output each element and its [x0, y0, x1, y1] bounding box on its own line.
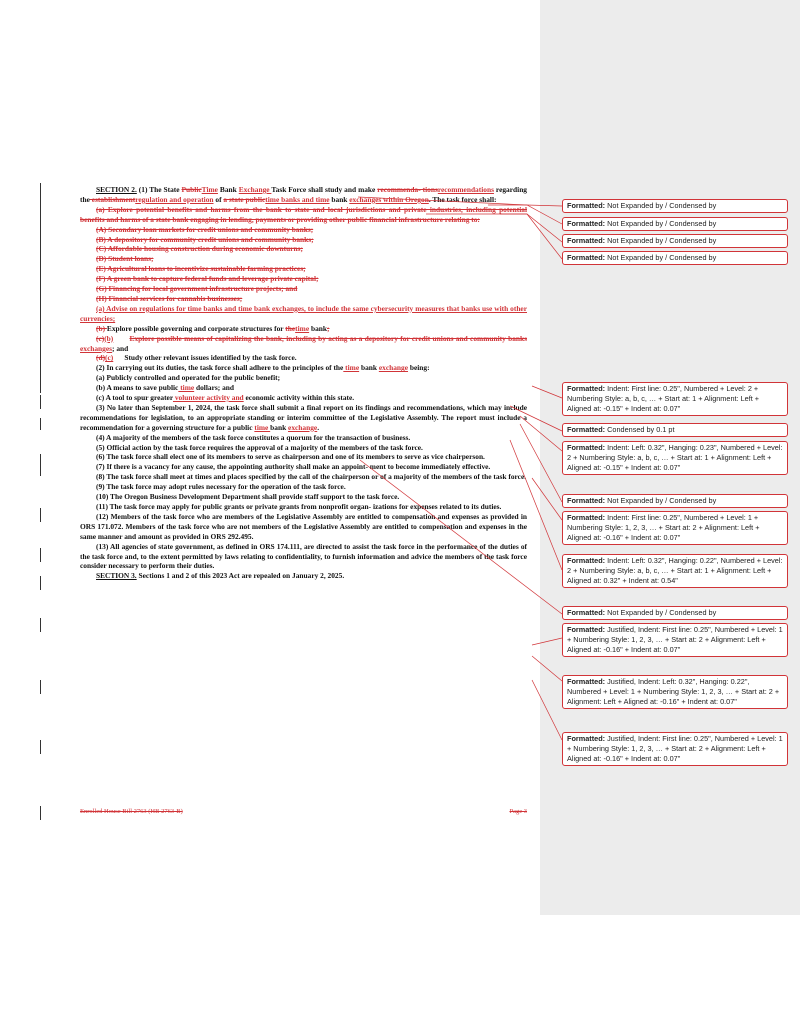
format-balloon[interactable]: Formatted: Not Expanded by / Condensed by — [562, 606, 788, 620]
format-balloon[interactable]: Formatted: Indent: First line: 0.25", Numbered + Level: 2 + Numbering Style: a, b, c, … + Start at: 1 + Alignment: Left + Aligned at: -0.15" + Indent at: 0.07" — [562, 382, 788, 416]
deleted-item: (A) Secondary loan markets for credit unions and community banks; — [96, 224, 314, 234]
subsection-7: (7) If there is a vacancy for any cause, the appointing authority shall make an appoint- ment to become immediately effective. — [96, 462, 491, 472]
change-bar — [40, 454, 41, 476]
subsection-8: (8) The task force shall meet at times and places specified by the call of the chairperson or of a majority of the members of the task force. — [96, 472, 527, 482]
change-bar — [40, 395, 41, 409]
deleted-item: (B) A depository for community credit unions and community banks; — [96, 234, 314, 244]
deleted-item: (F) A green bank to capture federal funds and leverage private capital; — [96, 274, 319, 284]
bill-text — [80, 185, 527, 581]
change-bar — [40, 680, 41, 694]
subsection-3: (3) No later than September 1, 2024, the task force shall submit a final report on its findings and recommendations, which may include recommendations for legislation, to an appropriate standing or interim committee of the Legislative Assembly. The report must include a recommendation for a governing structure for a public time bank exchange. — [80, 402, 527, 432]
footer-page-number: Page 3 — [509, 808, 527, 815]
subsection-9: (9) The task force may adopt rules necessary for the operation of the task force. — [96, 482, 346, 492]
subsection-5: (5) Official action by the task force requires the approval of a majority of the members of the task force. — [96, 442, 423, 452]
change-bar — [40, 508, 41, 522]
deleted-item: (H) Financial services for cannabis businesses; — [96, 293, 243, 303]
format-balloon[interactable]: Formatted: Not Expanded by / Condensed by — [562, 251, 788, 265]
change-bar — [40, 183, 41, 393]
subsection-4: (4) A majority of the members of the task force constitutes a quorum for the transaction of business. — [96, 432, 411, 442]
format-balloon[interactable]: Formatted: Not Expanded by / Condensed by — [562, 199, 788, 213]
format-balloon[interactable]: Formatted: Justified, Indent: Left: 0.32", Hanging: 0.22", Numbered + Level: 1 + Numbering Style: 1, 2, 3, … + Start at: 2 + Alignment: Left + Aligned at: -0.16" + Indent at: 0.07" — [562, 675, 788, 709]
footer-bill-name: Enrolled House Bill 2763 (HB 2763-B) — [80, 808, 183, 815]
item-c: (c)(b) Explore possible means of capitalizing the bank, including by acting as a depository for credit unions and community banks exchanges; and — [80, 333, 527, 353]
format-balloon[interactable]: Formatted: Not Expanded by / Condensed by — [562, 217, 788, 231]
subsection-13: (13) All agencies of state government, as defined in ORS 174.111, are directed to assist the task force in the performance of the duties of the task force and, to the extent permitted by laws relating to confidentiality, to furnish information and advice the members of the task force consider necessary to perform their duties. — [80, 541, 527, 571]
deleted-item: (G) Financing for local government infrastructure projects; and — [96, 284, 298, 294]
deleted-item: (E) Agricultural loans to incentivize sustainable farming practices; — [96, 264, 306, 274]
subsection-6: (6) The task force shall elect one of its members to serve as chairperson and one of its members to serve as vice chairperson. — [96, 452, 485, 462]
section-heading: SECTION 3. — [96, 571, 137, 581]
change-bar — [40, 548, 41, 562]
format-balloon[interactable]: Formatted: Indent: First line: 0.25", Numbered + Level: 1 + Numbering Style: 1, 2, 3, … + Start at: 2 + Alignment: Left + Aligned at: -0.16" + Indent at: 0.07" — [562, 511, 788, 545]
subsection-11: (11) The task force may apply for public grants or private grants from nonprofit organ- izations for expenses related to its duties. — [96, 502, 502, 511]
format-balloon[interactable]: Formatted: Indent: Left: 0.32", Hanging: 0.22", Numbered + Level: 2 + Numbering Style: a, b, c, … + Start at: 1 + Alignment: Left + Aligned at: 0.32" + Indent at: 0.54" — [562, 554, 788, 588]
subsection-2a: (a) Publicly controlled and operated for the public benefit; — [96, 373, 281, 383]
format-balloon[interactable]: Formatted: Not Expanded by / Condensed by — [562, 494, 788, 508]
section-2-paragraph-1: SECTION 2. (1) The State PublicTime Bank Exchange Task Force shall study and make recommenda- tionsrecommendations regarding the establishmentregulation and operation of a state publictime banks and time bank exchanges within Oregon. The task force shall: — [80, 185, 527, 204]
change-bar — [40, 806, 41, 820]
format-balloon[interactable]: Formatted: Justified, Indent: First line: 0.25", Numbered + Level: 1 + Numbering Style: 1, 2, 3, … + Start at: 2 + Alignment: Left + Aligned at: -0.16" + Indent at: 0.07" — [562, 623, 788, 657]
change-bar — [40, 576, 41, 590]
subsection-12: (12) Members of the task force who are members of the Legislative Assembly are entitled to compensation and expenses as provided in ORS 171.072. Members of the task force who are not members of the Legislative Assembly are entitled to compensation and expenses in the same manner and amount as provided in ORS 292.495. — [80, 511, 527, 541]
item-b: (b) Explore possible governing and corporate structures for thetime bank; — [96, 323, 330, 333]
change-bar — [40, 618, 41, 632]
section-3: SECTION 3. Sections 1 and 2 of this 2023 Act are repealed on January 2, 2025. — [96, 571, 345, 581]
inserted-item: (a) Advise on regulations for time banks and time bank exchanges, to include the same cybersecurity measures that banks use with other currencies; — [80, 303, 527, 323]
section-heading: SECTION 2. — [96, 185, 137, 194]
format-balloon[interactable]: Formatted: Condensed by 0.1 pt — [562, 423, 788, 437]
format-balloon[interactable]: Formatted: Justified, Indent: First line: 0.25", Numbered + Level: 1 + Numbering Style: 1, 2, 3, … + Start at: 2 + Alignment: Left + Aligned at: -0.16" + Indent at: 0.07" — [562, 732, 788, 766]
format-balloon[interactable]: Formatted: Not Expanded by / Condensed by — [562, 234, 788, 248]
format-balloon[interactable]: Formatted: Indent: Left: 0.32", Hanging: 0.23", Numbered + Level: 2 + Numbering Style: a, b, c, … + Start at: 1 + Alignment: Left + Aligned at: -0.15" + Indent at: 0.07" — [562, 441, 788, 475]
item-d: (d)(c) Study other relevant issues identified by the task force. — [96, 353, 297, 363]
change-bar — [40, 418, 41, 430]
deleted-subsection: (a) Explore potential benefits and harms from the bank to state and local jurisdictions and private industries, including potential benefits and harms of a state bank engaging in lending, payments or providing other public financial infrastructure relating to: — [80, 204, 527, 224]
subsection-2c: (c) A tool to spur greater volunteer activity and economic activity within this state. — [96, 393, 355, 403]
change-bar — [40, 740, 41, 754]
subsection-10: (10) The Oregon Business Development Department shall provide staff support to the task force. — [96, 492, 400, 502]
deleted-item: (C) Affordable housing construction during economic downturns; — [96, 244, 303, 254]
deleted-item: (D) Student loans; — [96, 254, 154, 264]
subsection-2b: (b) A means to save public time dollars; and — [96, 383, 234, 393]
subsection-2: (2) In carrying out its duties, the task force shall adhere to the principles of the time bank exchange being: — [96, 363, 430, 373]
